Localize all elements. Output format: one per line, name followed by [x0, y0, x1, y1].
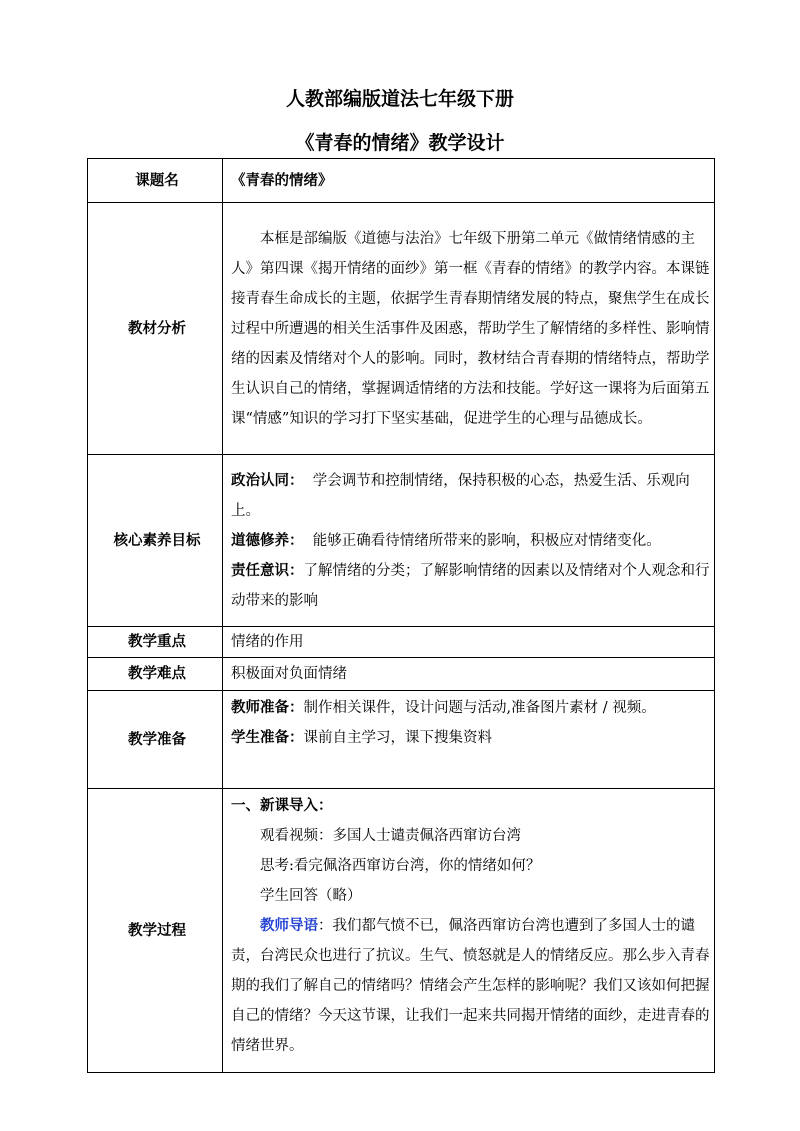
table-row-goals	[88, 455, 715, 627]
goal-responsibility-head: 责任意识：	[231, 562, 304, 579]
goal-responsibility-body: 了解情绪的分类；了解影响情绪的因素以及情绪对个人观念和行动带来的影响	[231, 562, 710, 609]
difficulty-value: 积极面对负面情绪	[223, 658, 715, 691]
process-line-answer: 学生回答（略）	[260, 888, 362, 904]
table-row-process	[88, 789, 715, 1073]
row-label-key-point: 教学重点	[88, 627, 223, 658]
row-label-process: 教学过程	[88, 789, 223, 1073]
student-preparation-head: 学生准备：	[231, 730, 304, 746]
analysis-cell	[223, 203, 715, 455]
goal-political	[231, 466, 710, 526]
teacher-preparation	[231, 693, 710, 723]
goal-moral-head: 道德修养：	[231, 532, 304, 549]
lesson-plan-table	[87, 158, 715, 1073]
process-line-think: 思考:看完佩洛西窜访台湾，你的情绪如何？	[260, 858, 541, 874]
table-row-difficulty	[88, 658, 715, 691]
goal-political-body: 学会调节和控制情绪，保持积极的心态，热爱生活、乐观向上。	[231, 472, 690, 519]
table-row-topic	[88, 159, 715, 203]
teacher-preparation-body: 制作相关课件，设计问题与活动,准备图片素材 / 视频。	[303, 700, 656, 716]
row-label-preparation: 教学准备	[88, 691, 223, 789]
process-section-title: 一、新课导入：	[231, 798, 333, 814]
goal-moral-body: 能够正确看待情绪所带来的影响，积极应对情绪变化。	[303, 532, 661, 549]
row-label-analysis: 教材分析	[88, 203, 223, 455]
process-cell	[223, 789, 715, 1073]
preparation-cell	[223, 691, 715, 789]
teacher-guide-body: ：我们都气愤不已，佩洛西窜访台湾也遭到了多国人士的谴责，台湾民众也进行了抗议。生气、愤怒就是人的情绪反应。那么步入青春期的我们了解自己的情绪吗？情绪会产生怎样的影响呢？我们又该如何把握自己的情绪？今天这节课，让我们一起来共同揭开情绪的面纱，走进青春的情绪世界。	[231, 918, 710, 1054]
goal-moral	[231, 526, 710, 556]
key-point-value: 情绪的作用	[223, 627, 715, 658]
student-preparation-body: 课前自主学习，课下搜集资料	[303, 730, 492, 746]
table-row-key-point	[88, 627, 715, 658]
goal-political-head: 政治认同：	[231, 472, 304, 489]
teacher-preparation-head: 教师准备：	[231, 700, 304, 716]
analysis-text: 本框是部编版《道德与法治》七年级下册第二单元《做情绪情感的主人》第四课《揭开情绪的面纱》第一框《青春的情绪》的教学内容。本课链接青春生命成长的主题，依据学生青春期情绪发展的特点，聚焦学生在成长过程中所遭遇的相关生活事件及困惑，帮助学生了解情绪的多样性、影响情绪的因素及情绪对个人的影响。同时，教材结合青春期的情绪特点，帮助学生认识自己的情绪，掌握调适情绪的方法和技能。学好这一课将为后面第五课“情感”知识的学习打下坚实基础，促进学生的心理与品德成长。	[231, 230, 710, 427]
table-row-analysis	[88, 203, 715, 455]
process-teacher-guide	[231, 911, 710, 1061]
goal-responsibility	[231, 556, 710, 616]
goals-cell	[223, 455, 715, 627]
row-label-goals: 核心素养目标	[88, 455, 223, 627]
process-line-video: 观看视频：多国人士谴责佩洛西窜访台湾	[260, 828, 521, 844]
page-subtitle: 《青春的情绪》教学设计	[295, 132, 505, 154]
topic-value: 《青春的情绪》	[223, 159, 715, 203]
table-row-preparation	[88, 691, 715, 789]
page-title: 人教部编版道法七年级下册	[285, 88, 514, 110]
student-preparation	[231, 723, 710, 753]
teacher-guide-head: 教师导语	[260, 918, 318, 934]
row-label-topic: 课题名	[88, 159, 223, 203]
row-label-difficulty: 教学难点	[88, 658, 223, 691]
